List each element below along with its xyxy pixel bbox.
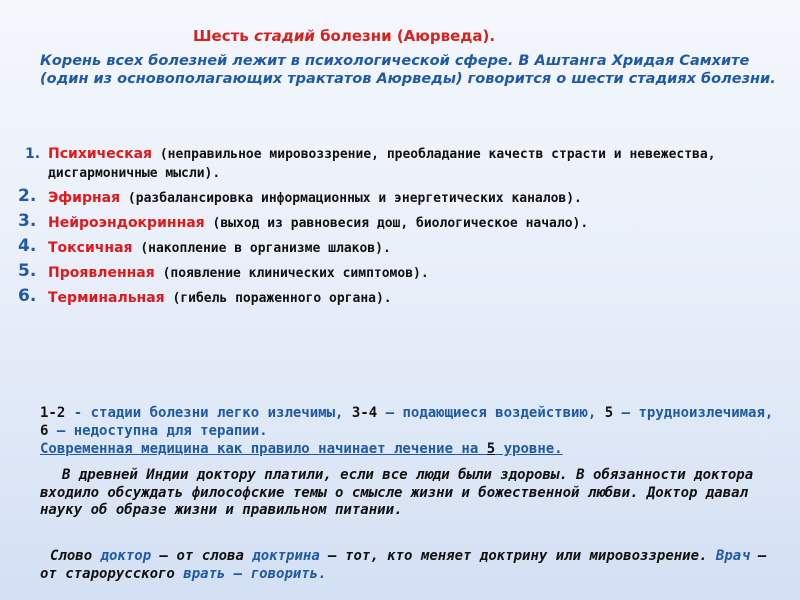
slide-title bbox=[193, 27, 753, 45]
history-text: В древней Индии доктору платили, если все люди были здоровы. В обязанности доктора входило обсуждать философские темы о смысле жизни и божественной любви. Доктор давал науку об образе жизни и правильном питании. bbox=[40, 467, 754, 518]
vrach-word: Врач bbox=[715, 548, 750, 564]
stage-item-2 bbox=[18, 186, 778, 208]
history-paragraph bbox=[40, 467, 785, 520]
stage-term: Терминальная bbox=[48, 290, 165, 306]
stage-term: Проявленная bbox=[48, 265, 155, 281]
summary-level-suffix: уровне. bbox=[495, 441, 563, 457]
stage-item-5 bbox=[18, 261, 778, 283]
title-suffix: болезни (Аюрведа). bbox=[314, 27, 496, 45]
stage-description: (накопление в организме шлаков). bbox=[132, 241, 391, 256]
doctor-text-1: Слово bbox=[50, 548, 101, 564]
stage-description: (разбалансировка информационных и энергетических каналов). bbox=[120, 191, 582, 206]
intro-paragraph: Корень всех болезней лежит в психологической сфере. В Аштанга Хридая Самхите (один из основополагающих трактатов Аюрведы) говорится о шести стадиях болезни. bbox=[40, 53, 776, 87]
summary-medicine-text: Современная медицина как правило начинает лечение на bbox=[40, 441, 487, 457]
stage-term: Нейроэндокринная bbox=[48, 215, 205, 231]
summary-level: 5 bbox=[486, 441, 496, 457]
summary-text-3: – трудноизлечимая, bbox=[613, 405, 774, 421]
summary-text-4: – недоступна для терапии. bbox=[48, 423, 268, 439]
stage-description: (неправильное мировоззрение, преобладание качеств страсти и невежества, дисгармоничные мысли). bbox=[48, 147, 716, 181]
stage-term: Токсичная bbox=[48, 240, 133, 256]
stage-number: 1. bbox=[25, 146, 41, 162]
summary-paragraph bbox=[40, 404, 780, 458]
stage-number: 2. bbox=[18, 186, 37, 206]
summary-range-1: 1-2 bbox=[40, 405, 66, 421]
vrat-word: врать – говорить. bbox=[183, 565, 327, 582]
doctor-text-2: – от слова bbox=[151, 548, 253, 564]
doctrine-word: доктрина bbox=[252, 548, 320, 564]
stage-description: (гибель пораженного органа). bbox=[164, 291, 392, 306]
doctor-text-4: – от старорусского bbox=[40, 548, 767, 582]
title-italic: стадий bbox=[254, 27, 315, 45]
stage-description: (выход из равновесия дош, биологическое начало). bbox=[204, 216, 589, 231]
summary-range-3: 5 bbox=[604, 405, 614, 421]
summary-text-1: - стадии болезни легко излечимы, bbox=[65, 405, 352, 421]
stage-number: 6. bbox=[18, 286, 37, 306]
stage-number: 4. bbox=[18, 236, 37, 256]
title-prefix: Шесть bbox=[193, 27, 254, 45]
stage-term: Психическая bbox=[48, 146, 153, 162]
stage-number: 3. bbox=[18, 211, 37, 231]
stage-term: Эфирная bbox=[48, 190, 121, 206]
summary-range-2: 3-4 bbox=[351, 405, 378, 421]
stage-item-3 bbox=[18, 211, 778, 233]
summary-text-2: – подающиеся воздействию, bbox=[377, 405, 605, 421]
stage-number: 5. bbox=[18, 261, 37, 281]
summary-range-4: 6 bbox=[40, 423, 49, 439]
doctor-word: доктор bbox=[100, 548, 152, 564]
stage-item-6 bbox=[18, 286, 778, 308]
doctor-paragraph bbox=[40, 548, 785, 583]
stage-item-1 bbox=[18, 145, 778, 183]
stage-description: (появление клинических симптомов). bbox=[154, 266, 429, 281]
stage-item-4 bbox=[18, 236, 778, 258]
stages-list bbox=[18, 145, 778, 314]
doctor-text-3: – тот, кто меняет доктрину или мировоззрение. bbox=[319, 548, 716, 564]
